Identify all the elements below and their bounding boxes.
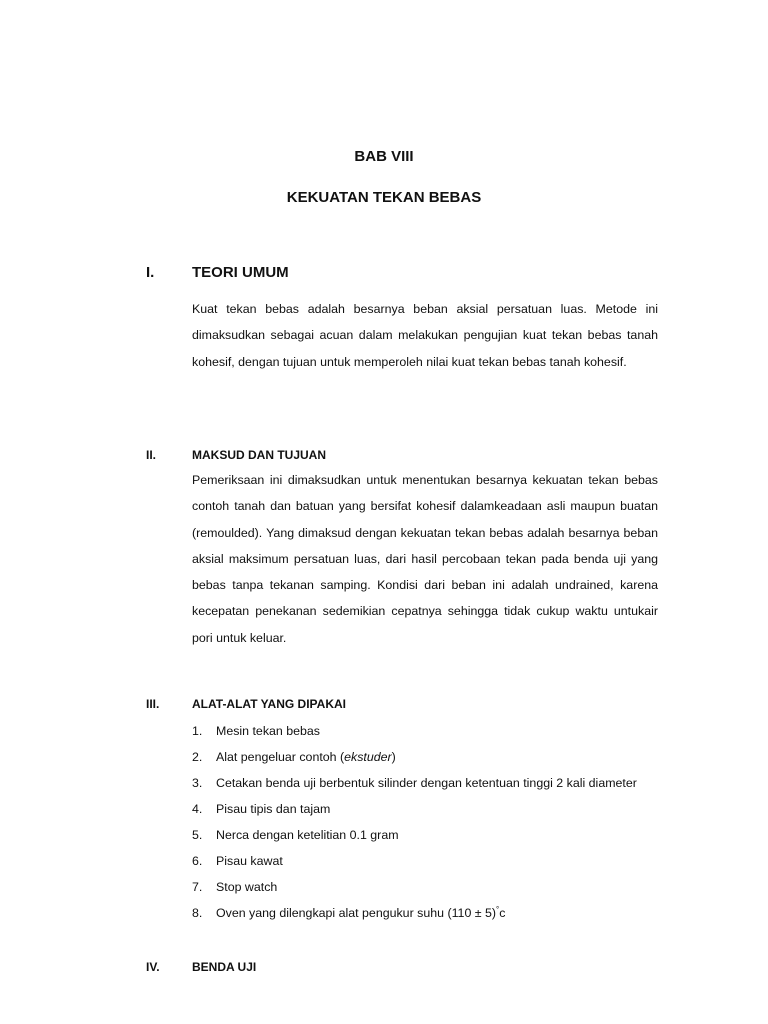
list-item xyxy=(192,900,658,926)
list-item-text-part: Alat pengeluar contoh ( xyxy=(216,750,345,764)
list-item-text xyxy=(216,744,658,770)
section-numeral-3: III. xyxy=(146,697,160,711)
section-paragraph-teori-umum: Kuat tekan bebas adalah besarnya beban aksial persatuan luas. Metode ini dimaksudkan sebagai acuan dalam melakukan pengujian kuat tekan bebas tanah kohesif, dengan tujuan untuk memperoleh nilai kuat tekan bebas tanah kohesif. xyxy=(192,302,658,369)
list-item xyxy=(192,874,658,900)
section-heading-benda-uji: BENDA UJI xyxy=(192,960,257,974)
list-item-text-italic: ekstuder xyxy=(344,750,392,764)
list-item xyxy=(192,718,658,744)
chapter-label: BAB VIII xyxy=(354,148,414,165)
list-item-number: 6. xyxy=(192,854,203,868)
list-item-text-part: Oven yang dilengkapi alat pengukur suhu (110 ± 5) xyxy=(216,906,497,920)
section-numeral-1: I. xyxy=(146,264,155,281)
section-heading-alat-alat: ALAT-ALAT YANG DIPAKAI xyxy=(192,697,347,711)
list-item-number: 7. xyxy=(192,880,203,894)
list-item-text-part: c xyxy=(499,906,506,920)
list-item-number: 3. xyxy=(192,776,203,790)
list-item xyxy=(192,822,658,848)
list-item-text: Pisau kawat xyxy=(216,854,283,868)
list-item-text: Pisau tipis dan tajam xyxy=(216,802,331,816)
list-item-text: Cetakan benda uji berbentuk silinder dengan ketentuan tinggi 2 kali diameter xyxy=(216,776,637,790)
list-item-text-part: ) xyxy=(391,750,396,764)
list-item-text: Nerca dengan ketelitian 0.1 gram xyxy=(216,828,399,842)
list-item xyxy=(192,744,658,770)
section-numeral-4: IV. xyxy=(146,960,160,974)
list-item-number: 1. xyxy=(192,724,203,738)
list-item xyxy=(192,796,658,822)
list-item-number: 4. xyxy=(192,802,203,816)
section-paragraph-maksud-tujuan: Pemeriksaan ini dimaksudkan untuk menentukan besarnya kekuatan tekan bebas contoh tanah dan batuan yang bersifat kohesif dalamkeadaan asli maupun buatan (remoulded). Yang dimaksud dengan kekuatan tekan bebas adalah besarnya beban aksial maksimum persatuan luas, dari hasil percobaan tekan pada benda uji yang bebas tanpa tekanan samping. Kondisi dari beban ini adalah undrained, karena kecepatan penekanan sedemikian cepatnya sehingga tidak cukup waktu untukair pori untuk keluar. xyxy=(192,473,658,645)
list-item-number: 5. xyxy=(192,828,203,842)
list-item-number: 2. xyxy=(192,750,203,764)
section-heading-teori-umum: TEORI UMUM xyxy=(192,264,289,281)
list-item-text: Mesin tekan bebas xyxy=(216,724,321,738)
list-item-text xyxy=(216,900,658,926)
section-numeral-2: II. xyxy=(146,448,157,462)
degree-superscript: ° xyxy=(496,904,500,914)
list-item xyxy=(192,770,658,796)
chapter-title: KEKUATAN TEKAN BEBAS xyxy=(286,189,482,206)
section-heading-maksud-tujuan: MAKSUD DAN TUJUAN xyxy=(192,448,326,462)
list-item xyxy=(192,848,658,874)
equipment-list xyxy=(192,718,658,926)
list-item-number: 8. xyxy=(192,906,203,920)
list-item-text: Stop watch xyxy=(216,880,278,894)
